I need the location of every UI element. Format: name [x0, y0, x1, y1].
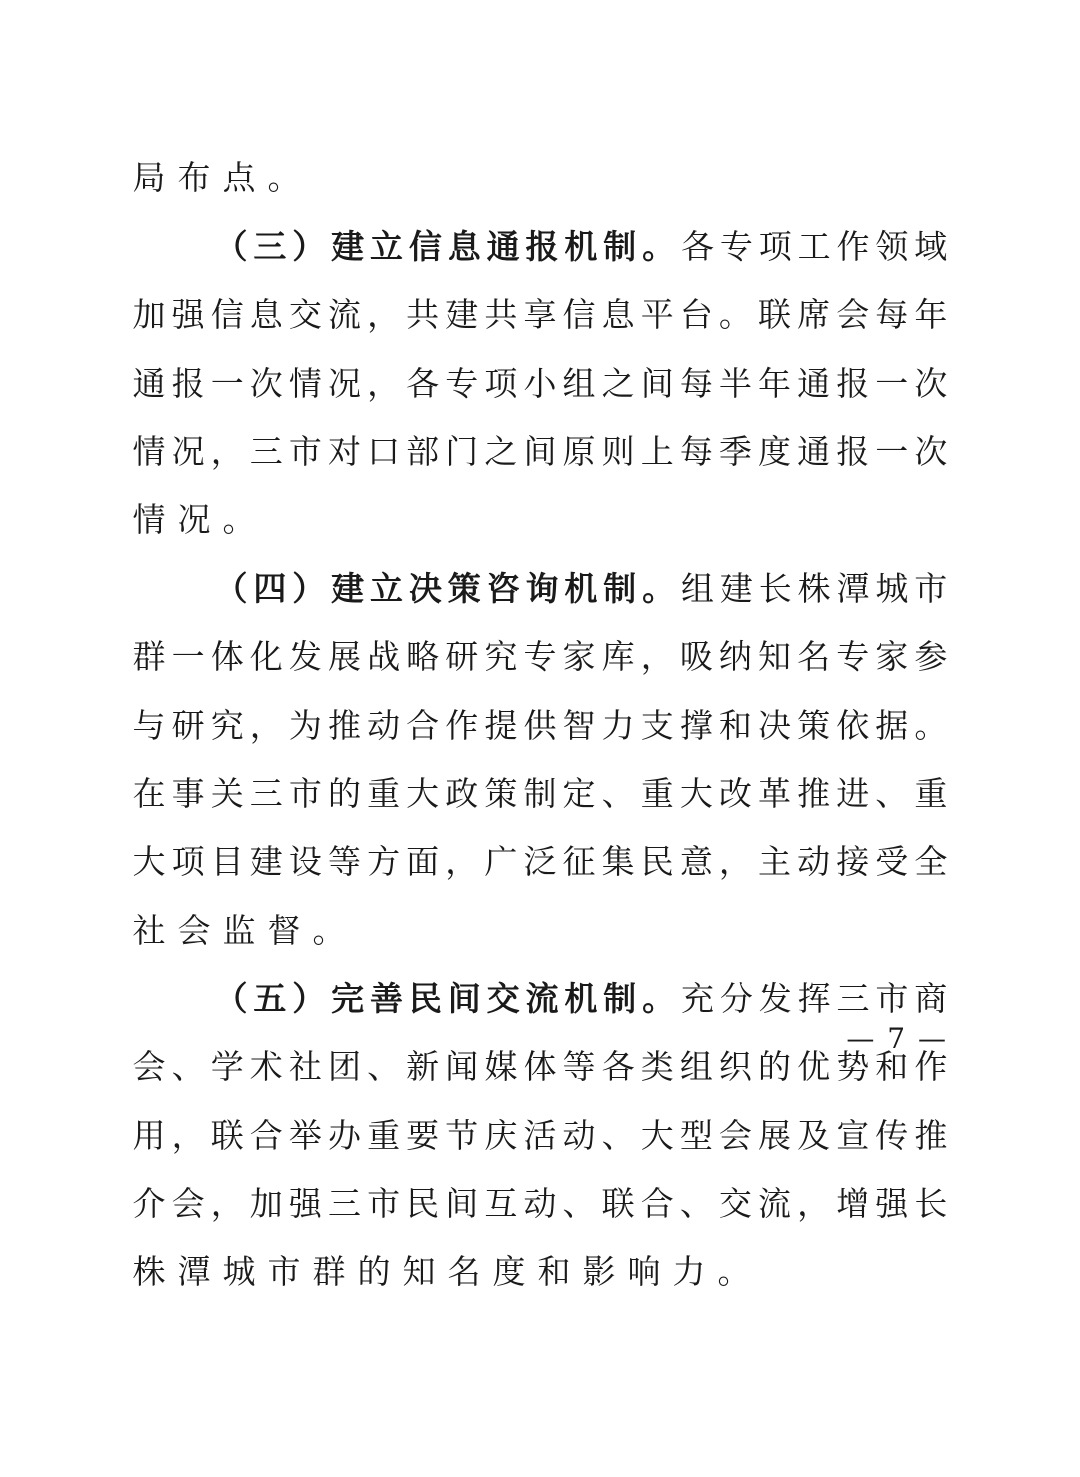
text-line: 情 况 ， 三 市 对 口 部 门 之 间 原 则 上 每 季 度 通 报 一 次 — [132, 432, 948, 471]
text-line: 群 一 体 化 发 展 战 略 研 究 专 家 库 ， 吸 纳 知 名 专 家 参 — [132, 637, 948, 676]
text-line: （ 三 ） 建 立 信 息 通 报 机 制 。 各 专 项 工 作 领 域 — [214, 227, 948, 266]
text-line: 与 研 究 ， 为 推 动 合 作 提 供 智 力 支 撑 和 决 策 依 据 。 — [132, 706, 948, 745]
page-number: — 7 — — [846, 1022, 948, 1055]
text-line: 社 会 监 督 。 — [132, 911, 346, 950]
text-line: 用 ， 联 合 举 办 重 要 节 庆 活 动 、 大 型 会 展 及 宣 传 推 — [132, 1116, 948, 1155]
text-line: 加 强 信 息 交 流 ， 共 建 共 享 信 息 平 台 。 联 席 会 每 年 — [132, 295, 948, 334]
text-line: （ 四 ） 建 立 决 策 咨 询 机 制 。 组 建 长 株 潭 城 市 — [214, 569, 948, 608]
text-line: 会 、 学 术 社 团 、 新 闻 媒 体 等 各 类 组 织 的 优 势 和 作 — [132, 1047, 948, 1086]
text-line: 株 潭 城 市 群 的 知 名 度 和 影 响 力 。 — [132, 1252, 751, 1291]
text-line: 介 会 ， 加 强 三 市 民 间 互 动 、 联 合 、 交 流 ， 增 强 长 — [132, 1184, 948, 1223]
text-line: 局 布 点 。 — [132, 158, 301, 197]
text-line: 情 况 。 — [132, 500, 256, 539]
text-line: 在 事 关 三 市 的 重 大 政 策 制 定 、 重 大 改 革 推 进 、 重 — [132, 774, 948, 813]
text-line: 通 报 一 次 情 况 ， 各 专 项 小 组 之 间 每 半 年 通 报 一 次 — [132, 364, 948, 403]
text-line: 大 项 目 建 设 等 方 面 ， 广 泛 征 集 民 意 ， 主 动 接 受 全 — [132, 842, 948, 881]
text-line: （ 五 ） 完 善 民 间 交 流 机 制 。 充 分 发 挥 三 市 商 — [214, 979, 948, 1018]
